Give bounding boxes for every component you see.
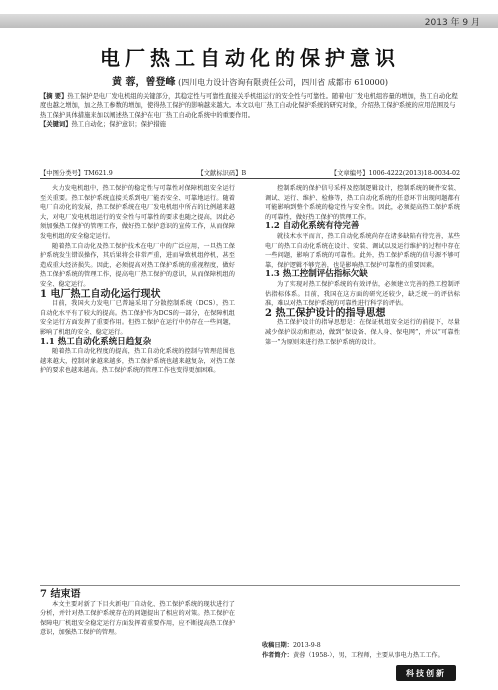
paragraph: 为了实现对热工保护系统的有效评估，必须建立完善的热工控制评估指标体系。目前，我国在这方面的研究还较少，缺乏统一的评估标准，难以对热工保护系统的可靠性进行科学的评估。 <box>265 280 460 308</box>
paragraph: 随着热工自动化程度的提高，热工自动化系统的控制与管理范围也越来越大，控制对象越来越多，热工保护系统也越来越复杂，对热工保护的要求也越来越高。热工保护系统的管理工作也变得更加困难。 <box>40 348 235 375</box>
section-heading: 2 热工保护设计的指导思想 <box>265 307 386 319</box>
paragraph: 目前，我国火力发电厂已普遍采用了分散控制系统（DCS），热工自动化水平有了较大的提高。热工保护作为DCS的一部分，在保障机组安全运行方面发挥了重要作用。但热工保护在运行中仍存在一些问题，影响了机组的安全、稳定运行。 <box>40 300 235 336</box>
subsection-heading: 1.1 热工自动化系统日趋复杂 <box>40 336 152 347</box>
paragraph: 随着热工自动化及热工保护技术在电厂中的广泛应用，一旦热工保护系统发生错误操作，其后果将会非常严重，进而导致机组停机，甚至造成重大经济损失。因此，必须提高对热工保护系统的重视程度，做好热工保护系统的管理工作，提高电厂热工保护的意识，从而保障机组的安全、稳定运行。 <box>40 242 235 288</box>
classification-line <box>40 168 460 177</box>
keywords: 热工自动化；保护意识；保护措施 <box>71 121 166 129</box>
author-affiliation: (四川电力设计咨询有限责任公司，四川省 成都市 610000) <box>178 78 388 87</box>
header-rule <box>40 178 460 179</box>
article-title: 电厂热工自动化的保护意识 <box>100 46 400 70</box>
section-heading: 7 结束语 <box>40 589 81 600</box>
abstract <box>40 92 460 168</box>
abstract-label: 【摘 要】 <box>40 93 68 100</box>
paragraph: 就技术水平而言，热工自动化系统尚存在诸多缺陷有待完善，某些电厂的热工自动化系统在设计、安装、调试以及运行维护的过程中存在一些问题，影响了系统的可靠性。此外，热工保护系统的信号源不够可靠，保护逻辑不够完善，也是影响热工保护可靠性的重要因素。 <box>265 232 460 269</box>
article-number: 【文章编号】1006-4222(2013)18-0034-02 <box>330 170 460 177</box>
abstract-text: 热工保护是电厂发电机组的关键部分，其稳定性与可靠性直接关乎机组运行的安全性与可靠性。随着电厂发电机组容量的增加，热工自动化程度也越之增加，加之热工参数的增加，使得热工保护的影响越来越大。本文以电厂热工自动化保护系统的研究对象，介绍热工保护系统的应用范围及与热工保护具体措施来加以阐述热工保护在电厂热工自动化系统中的重要作用。 <box>40 93 458 119</box>
conclusion-block <box>40 590 235 638</box>
author-names: 黄 蓉，曾登峰 <box>112 77 176 88</box>
footnotes <box>262 641 460 660</box>
doc-code: 【文献标识码】B <box>197 170 247 177</box>
header-band <box>0 14 498 28</box>
author-bio: 作者简介：黄蓉（1958-），男，工程师，主要从事电力热工工作。 <box>262 651 444 659</box>
right-column <box>265 184 460 347</box>
subsection-heading: 1.3 热工控制评估指标欠缺 <box>265 269 368 280</box>
paragraph: 本文主要对新了下目火新电厂自动化、热工保护系统的现状进行了分析，并针对热工保护系统存在的问题提出了相应的对策。热工保护在保障电厂机组安全稳定运行方面发挥着重要作用，应不断提高热工保护意识，加强热工保护的管理。 <box>40 600 235 637</box>
journal-logo: 科技创新 <box>396 665 456 681</box>
keywords-label: 【关键词】 <box>40 121 72 129</box>
column-divider <box>40 585 460 586</box>
left-column <box>40 184 235 376</box>
issue-date: 2013 年 9 月 <box>424 18 480 28</box>
subsection-heading: 1.2 自动化系统有待完善 <box>265 221 360 232</box>
paragraph: 火力发电机组中，热工保护的稳定性与可靠性对保障机组安全运行至关重要。热工保护系统直接关系到电厂能否安全、可靠地运行。随着电厂自动化的发展，热工保护系统在电厂发电机组中所占的比例越来越大，对电厂发电机组运行的安全性与可靠性的要求也随之提高，因此必须加强热工保护的管理工作，做好热工保护意识的宣传工作，从而保障发电机组的安全稳定运行。 <box>40 185 235 240</box>
received-date: 收稿日期：2013-9-8 <box>262 642 321 649</box>
clc-number: 【中图分类号】TM621.9 <box>40 170 113 177</box>
paragraph: 控制系统的保护信号采样及控制逻辑设计，控制系统的硬件安装、调试、运行、维护、检修等，热工自动化系统的任意环节出现问题都有可能影响到整个系统的稳定性与安全性。因此，必须提高热工保护系统的可靠性，做好热工保护的管理工作。 <box>265 185 460 221</box>
section-heading: 1 电厂热工自动化运行现状 <box>40 288 161 300</box>
header-bar <box>0 14 498 34</box>
author-line <box>40 73 460 88</box>
paragraph: 热工保护设计的指导思想是：在保证机组安全运行的前提下，尽量减少保护误动和拒动，做到“保设备、保人身、保电网”，并以“可靠性第一”为原则来进行热工保护系统的设计。 <box>265 319 460 346</box>
